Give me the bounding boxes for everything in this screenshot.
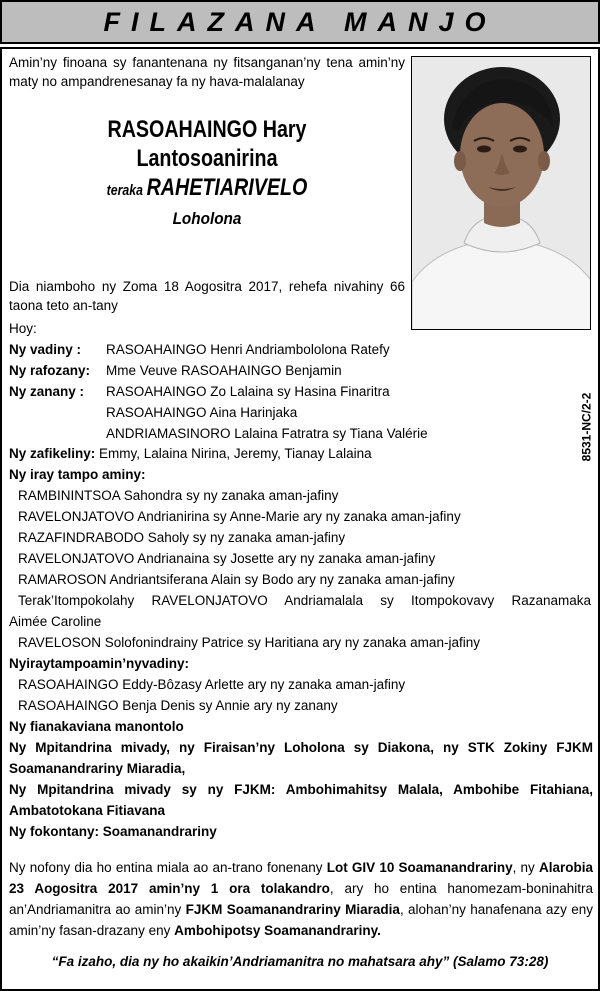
mpitandrina-line-2: Soamanandrariny Miaradia,: [9, 761, 186, 776]
deceased-name-line-2: Lantosoanirina: [136, 145, 278, 172]
death-date-text: Dia niamboho ny Zoma 18 Aogositra 2017, rehefa nivahiny 66 taona teto an-tany: [9, 279, 405, 313]
close-family-list: [9, 339, 428, 444]
relation-row-vady: [9, 339, 428, 360]
list-item: RASOAHAINGO Benja Denis sy Annie ary ny zanany: [18, 698, 338, 713]
relation-label: Ny vadiny :: [9, 342, 82, 357]
mpitandrina-fjkm-line-1: Ny Mpitandrina mivady sy ny FJKM: Ambohimahitsy Malala, Ambohibe Fitahiana,: [9, 782, 593, 797]
deceased-title: Loholona: [172, 209, 242, 228]
relation-name: RASOAHAINGO Henri Andriambololona Ratefy: [106, 342, 390, 357]
funeral-text: , ny: [512, 860, 539, 875]
funeral-text: Ny nofony dia ho entina miala ao an-trano fonenany: [9, 860, 327, 875]
list-item: RAVELOSON Solofonindrainy Patrice sy Haritiana ary ny zanaka aman-jafiny: [18, 635, 480, 650]
fokontany-line: Ny fokontany: Soamanandrariny: [9, 824, 217, 839]
zafikely-row: [9, 443, 372, 464]
list-item: RAMBININTSOA Sahondra sy ny zanaka aman-jafiny: [18, 488, 339, 503]
funeral-address: Lot GIV 10 Soamanandrariny: [326, 860, 513, 875]
intro-text: Amin’ny finoana sy fanantenana ny fitsanganan’ny tena amin’ny maty no ampandrenesanay fa ny hava-malalanay: [9, 55, 405, 89]
list-item: Terak’Itompokolahy RAVELONJATOVO Andriamalala sy Itompokovavy Razanamaka: [18, 593, 591, 608]
portrait-photo: [411, 56, 591, 330]
funeral-text: , alohan’ny hanafenana azy eny amin’ny fasan-drazany eny: [9, 902, 594, 938]
relation-names: [106, 339, 390, 360]
list-item: RAZAFINDRABODO Saholy sy ny zanaka aman-jafiny: [18, 530, 346, 545]
iray-tampo-vady-label: Nyiraytampoamin’nyvadiny:: [9, 656, 190, 671]
teraka-word: teraka: [106, 182, 143, 199]
relation-name: ANDRIAMASINORO Lalaina Fatratra sy Tiana Valérie: [106, 426, 428, 441]
relation-row-zanaka: [9, 381, 428, 444]
relation-label: Ny zanany :: [9, 384, 85, 399]
birth-name-line: [45, 173, 370, 205]
hoy-label: Hoy:: [9, 321, 37, 336]
relation-names: [106, 360, 342, 381]
zafikely-names: Emmy, Lalaina Nirina, Jeremy, Tianay Lalaina: [99, 446, 372, 461]
reference-code-text: 8531-NC/2-2: [579, 392, 594, 462]
deceased-name-block: [9, 115, 405, 231]
funeral-date: Alarobia 23 Aogositra 2017 amin’ny 1 ora tolakandro: [9, 860, 594, 896]
list-item-continuation: Aimée Caroline: [9, 614, 102, 629]
relation-name: RASOAHAINGO Zo Lalaina sy Hasina Finaritra: [106, 384, 390, 399]
relation-name: RASOAHAINGO Aina Harinjaka: [106, 405, 298, 420]
funeral-church: FJKM Soamanandrariny Miaradia: [185, 902, 400, 917]
list-item: RASOAHAINGO Eddy-Bôzasy Arlette ary ny zanaka aman-jafiny: [18, 677, 406, 692]
iray-tampo-label: Ny iray tampo aminy:: [9, 467, 146, 482]
relation-names: [106, 381, 428, 444]
relation-name: Mme Veuve RASOAHAINGO Benjamin: [106, 363, 342, 378]
funeral-paragraph: [9, 857, 593, 941]
deceased-name-line-1: RASOAHAINGO Hary: [107, 116, 307, 143]
list-item: RAVELONJATOVO Andrianaina sy Josette ary ny zanaka aman-jafiny: [18, 551, 436, 566]
mpitandrina-fjkm-line-2: Ambatotokana Fitiavana: [9, 803, 166, 818]
bible-quote: “Fa izaho, dia ny ho akaikin’Andriamanitra no mahatsara ahy” (Salamo 73:28): [51, 954, 549, 969]
header-title: FILAZANA MANJO: [103, 6, 497, 37]
relation-row-rafozana: [9, 360, 428, 381]
reference-code: [574, 392, 598, 462]
funeral-burial-place: Ambohipotsy Soamanandrariny.: [174, 923, 381, 938]
mpitandrina-line-1: Ny Mpitandrina mivady, ny Firaisan’ny Loholona sy Diakona, ny STK Zokiny FJKM: [9, 740, 593, 755]
birth-name: RAHETIARIVELO: [146, 174, 308, 201]
fianakaviana-line: Ny fianakaviana manontolo: [9, 719, 184, 734]
list-item: RAMAROSON Andriantsiferana Alain sy Bodo ary ny zanaka aman-jafiny: [18, 572, 455, 587]
header-bar: [0, 0, 600, 44]
list-item: RAVELONJATOVO Andrianirina sy Anne-Marie ary ny zanaka aman-jafiny: [18, 509, 461, 524]
relation-label: Ny rafozany:: [9, 363, 91, 378]
zafikely-label: Ny zafikeliny:: [9, 446, 96, 461]
funeral-text: , ary ho entina hanomezam-boninahitra an’Andriamanitra ao amin’ny: [9, 881, 593, 917]
